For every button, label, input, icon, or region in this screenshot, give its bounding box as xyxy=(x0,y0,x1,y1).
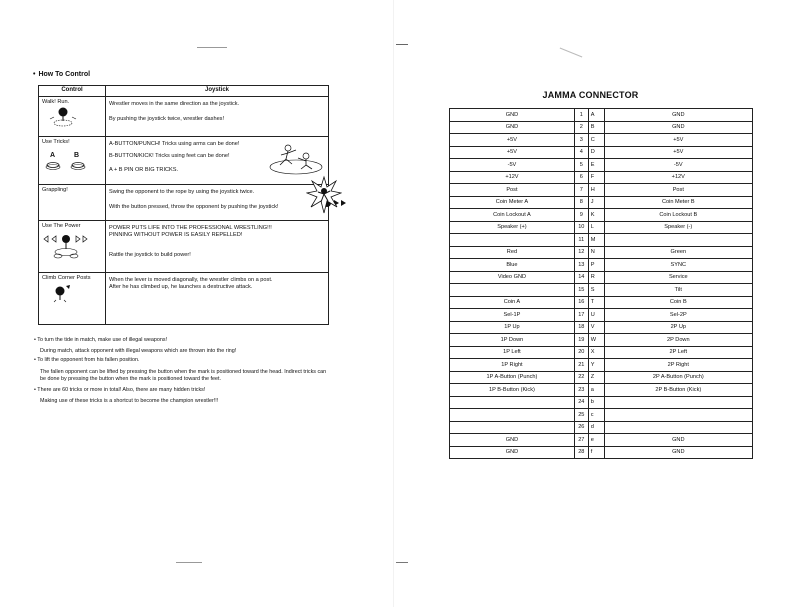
note-text: During match, attack opponent with illegal weapons which are thrown into the ring! xyxy=(40,348,237,355)
pin-letter: T xyxy=(588,296,604,309)
note-bullet: • To lift the opponent from his fallen position. xyxy=(34,357,140,364)
pin-number: 21 xyxy=(574,359,588,372)
parts-side-signal: +12V xyxy=(604,171,752,184)
parts-side-signal: 2P Right xyxy=(604,359,752,372)
pin-number: 16 xyxy=(574,296,588,309)
parts-side-signal: Tilt xyxy=(604,284,752,297)
solder-side-signal: GND xyxy=(450,109,575,122)
table-row xyxy=(450,321,753,334)
table-row xyxy=(450,221,753,234)
pin-number: 27 xyxy=(574,434,588,447)
table-row xyxy=(450,121,753,134)
pin-letter: C xyxy=(588,134,604,147)
button-b-label: B xyxy=(74,152,80,159)
table-row xyxy=(450,334,753,347)
pin-letter: H xyxy=(588,184,604,197)
pin-letter: L xyxy=(588,221,604,234)
table-row xyxy=(450,196,753,209)
table-row xyxy=(450,359,753,372)
pin-letter: F xyxy=(588,171,604,184)
control-label: Climb Corner Posts xyxy=(42,275,91,281)
solder-side-signal: 1P A-Button (Punch) xyxy=(450,371,575,384)
note-bullet: • There are 60 tricks or more in total! Also, there are many hidden tricks! xyxy=(34,387,206,394)
controls-table xyxy=(38,85,329,325)
parts-side-signal: +5V xyxy=(604,134,752,147)
table-row xyxy=(450,171,753,184)
pin-number: 6 xyxy=(574,171,588,184)
joystick-icon xyxy=(42,106,82,128)
parts-side-signal: Coin Lockout B xyxy=(604,209,752,222)
description-line: By pushing the joystick twice, wrestler dashes! xyxy=(109,116,225,122)
solder-side-signal: Video GND xyxy=(450,271,575,284)
table-row xyxy=(450,234,753,247)
note-text: Making use of these tricks is a shortcut to become the champion wrestler!!! xyxy=(40,398,219,405)
pin-letter: U xyxy=(588,309,604,322)
pin-letter: b xyxy=(588,396,604,409)
note-bullet: • To turn the tide in match, make use of illegal weapons! xyxy=(34,337,168,343)
pin-letter: P xyxy=(588,259,604,272)
parts-side-signal xyxy=(604,234,752,247)
pin-number: 19 xyxy=(574,334,588,347)
pin-number: 11 xyxy=(574,234,588,247)
pin-number: 25 xyxy=(574,409,588,422)
parts-side-signal: +5V xyxy=(604,146,752,159)
parts-side-signal: GND xyxy=(604,121,752,134)
solder-side-signal xyxy=(450,234,575,247)
solder-side-signal: 1P Up xyxy=(450,321,575,334)
parts-side-signal: 2P A-Button (Punch) xyxy=(604,371,752,384)
parts-side-signal xyxy=(604,409,752,422)
scan-mark xyxy=(176,562,202,563)
pin-number: 13 xyxy=(574,259,588,272)
parts-side-signal: Green xyxy=(604,246,752,259)
pin-number: 3 xyxy=(574,134,588,147)
pin-letter: B xyxy=(588,121,604,134)
solder-side-signal xyxy=(450,284,575,297)
scan-mark xyxy=(560,48,583,58)
solder-side-signal: Blue xyxy=(450,259,575,272)
pin-number: 1 xyxy=(574,109,588,122)
parts-side-signal: 2P B-Button (Kick) xyxy=(604,384,752,397)
scan-mark xyxy=(396,44,408,45)
table-row xyxy=(450,346,753,359)
description-line: After he has climbed up, he launches a destructive attack. xyxy=(109,284,253,290)
pin-letter: V xyxy=(588,321,604,334)
pin-letter: Z xyxy=(588,371,604,384)
description-line: With the button pressed, throw the opponent by pushing the joystick! xyxy=(109,204,279,210)
pin-letter: W xyxy=(588,334,604,347)
solder-side-signal: Speaker (+) xyxy=(450,221,575,234)
wrestlers-illustration xyxy=(268,141,324,177)
parts-side-signal: 2P Left xyxy=(604,346,752,359)
control-label: Use The Power xyxy=(42,223,81,229)
buttons-icon xyxy=(44,161,94,171)
solder-side-signal: GND xyxy=(450,434,575,447)
table-row xyxy=(450,284,753,297)
control-label: Walk! Run. xyxy=(42,99,70,105)
control-label: Grappling! xyxy=(42,187,68,193)
parts-side-signal: Sel-2P xyxy=(604,309,752,322)
pin-letter: S xyxy=(588,284,604,297)
pin-letter: K xyxy=(588,209,604,222)
parts-side-signal: Coin Meter B xyxy=(604,196,752,209)
table-row xyxy=(39,185,329,221)
pin-number: 14 xyxy=(574,271,588,284)
pin-number: 22 xyxy=(574,371,588,384)
pin-number: 24 xyxy=(574,396,588,409)
jamma-title: JAMMA CONNECTOR xyxy=(542,90,639,100)
pin-number: 26 xyxy=(574,421,588,434)
rattle-joystick-icon xyxy=(42,232,92,260)
pin-number: 8 xyxy=(574,196,588,209)
table-row xyxy=(450,246,753,259)
parts-side-signal: Speaker (-) xyxy=(604,221,752,234)
pin-letter: Y xyxy=(588,359,604,372)
pin-letter: d xyxy=(588,421,604,434)
table-row xyxy=(450,146,753,159)
parts-side-signal: GND xyxy=(604,434,752,447)
solder-side-signal: Red xyxy=(450,246,575,259)
solder-side-signal: +12V xyxy=(450,171,575,184)
solder-side-signal: 1P B-Button (Kick) xyxy=(450,384,575,397)
table-row xyxy=(39,273,329,325)
table-row xyxy=(450,209,753,222)
scan-mark xyxy=(396,562,408,563)
pin-number: 12 xyxy=(574,246,588,259)
description-line: Swing the opponent to the rope by using the joystick twice. xyxy=(109,189,255,195)
description-line: Wrestler moves in the same direction as the joystick. xyxy=(109,101,240,107)
right-page xyxy=(394,0,787,607)
table-row xyxy=(450,384,753,397)
header-joystick: Joystick xyxy=(106,86,329,97)
solder-side-signal: 1P Left xyxy=(450,346,575,359)
solder-side-signal xyxy=(450,421,575,434)
description-line: B-BUTTON/KICK! Tricks using feet can be done! xyxy=(109,153,230,159)
table-row xyxy=(450,434,753,447)
pin-number: 18 xyxy=(574,321,588,334)
description-line: PINNING WITHOUT POWER IS EASILY REPELLED! xyxy=(109,232,243,238)
control-label: Use Tricks! xyxy=(42,139,70,145)
pin-letter: N xyxy=(588,246,604,259)
solder-side-signal: Coin Lockout A xyxy=(450,209,575,222)
solder-side-signal xyxy=(450,396,575,409)
solder-side-signal: Post xyxy=(450,184,575,197)
pin-number: 15 xyxy=(574,284,588,297)
table-row xyxy=(450,271,753,284)
solder-side-signal: Coin Meter A xyxy=(450,196,575,209)
table-row xyxy=(450,184,753,197)
solder-side-signal: 1P Right xyxy=(450,359,575,372)
solder-side-signal: GND xyxy=(450,121,575,134)
pin-letter: c xyxy=(588,409,604,422)
solder-side-signal: Coin A xyxy=(450,296,575,309)
diagonal-joystick-icon xyxy=(42,283,82,305)
pin-number: 5 xyxy=(574,159,588,172)
solder-side-signal: -5V xyxy=(450,159,575,172)
solder-side-signal: +5V xyxy=(450,146,575,159)
pin-letter: e xyxy=(588,434,604,447)
pin-number: 23 xyxy=(574,384,588,397)
solder-side-signal: Sel-1P xyxy=(450,309,575,322)
solder-side-signal: GND xyxy=(450,446,575,459)
pin-number: 7 xyxy=(574,184,588,197)
solder-side-signal: 1P Down xyxy=(450,334,575,347)
jamma-table xyxy=(449,108,753,459)
pin-number: 28 xyxy=(574,446,588,459)
controls-header-row xyxy=(39,86,329,97)
parts-side-signal: 2P Up xyxy=(604,321,752,334)
table-row xyxy=(39,97,329,137)
pin-letter: R xyxy=(588,271,604,284)
table-row xyxy=(450,109,753,122)
pin-number: 17 xyxy=(574,309,588,322)
section-title: • How To Control xyxy=(33,71,91,78)
table-row xyxy=(450,259,753,272)
table-row xyxy=(450,409,753,422)
table-row xyxy=(450,371,753,384)
parts-side-signal: GND xyxy=(604,446,752,459)
table-row xyxy=(450,446,753,459)
pin-number: 10 xyxy=(574,221,588,234)
parts-side-signal: Service xyxy=(604,271,752,284)
notes xyxy=(34,337,330,407)
pin-number: 4 xyxy=(574,146,588,159)
pin-letter: X xyxy=(588,346,604,359)
table-row xyxy=(450,296,753,309)
header-control: Control xyxy=(39,86,106,97)
pin-letter: E xyxy=(588,159,604,172)
pin-letter: f xyxy=(588,446,604,459)
scan-mark xyxy=(197,47,227,48)
table-row xyxy=(450,159,753,172)
table-row xyxy=(450,421,753,434)
burst-illustration xyxy=(306,175,342,215)
pin-letter: a xyxy=(588,384,604,397)
table-row xyxy=(450,309,753,322)
parts-side-signal: SYNC xyxy=(604,259,752,272)
parts-side-signal: Post xyxy=(604,184,752,197)
description-line: A + B PIN OR BIG TRICKS. xyxy=(109,167,179,173)
pin-number: 20 xyxy=(574,346,588,359)
description-line: A-BUTTON/PUNCH! Tricks using arms can be done! xyxy=(109,141,240,147)
parts-side-signal xyxy=(604,421,752,434)
table-row xyxy=(450,396,753,409)
pin-letter: M xyxy=(588,234,604,247)
pin-letter: J xyxy=(588,196,604,209)
button-a-label: A xyxy=(50,152,56,159)
parts-side-signal: GND xyxy=(604,109,752,122)
parts-side-signal: -5V xyxy=(604,159,752,172)
solder-side-signal: +5V xyxy=(450,134,575,147)
pin-letter: A xyxy=(588,109,604,122)
parts-side-signal: 2P Down xyxy=(604,334,752,347)
pin-letter: D xyxy=(588,146,604,159)
pin-number: 2 xyxy=(574,121,588,134)
parts-side-signal xyxy=(604,396,752,409)
description-line: Rattle the joystick to build power! xyxy=(109,252,191,258)
description-line: POWER PUTS LIFE INTO THE PROFESSIONAL WRESTLING!!! xyxy=(109,225,272,231)
table-row xyxy=(39,137,329,185)
note-text: The fallen opponent can be lifted by pressing the button when the mark is positioned toward the head. Indirect tricks can be done by pressing the button when the mark is positioned toward the feet. xyxy=(40,368,327,382)
solder-side-signal xyxy=(450,409,575,422)
pin-number: 9 xyxy=(574,209,588,222)
parts-side-signal: Coin B xyxy=(604,296,752,309)
table-row xyxy=(39,221,329,273)
table-row xyxy=(450,134,753,147)
description-line: When the lever is moved diagonally, the wrestler climbs on a post. xyxy=(109,277,273,283)
